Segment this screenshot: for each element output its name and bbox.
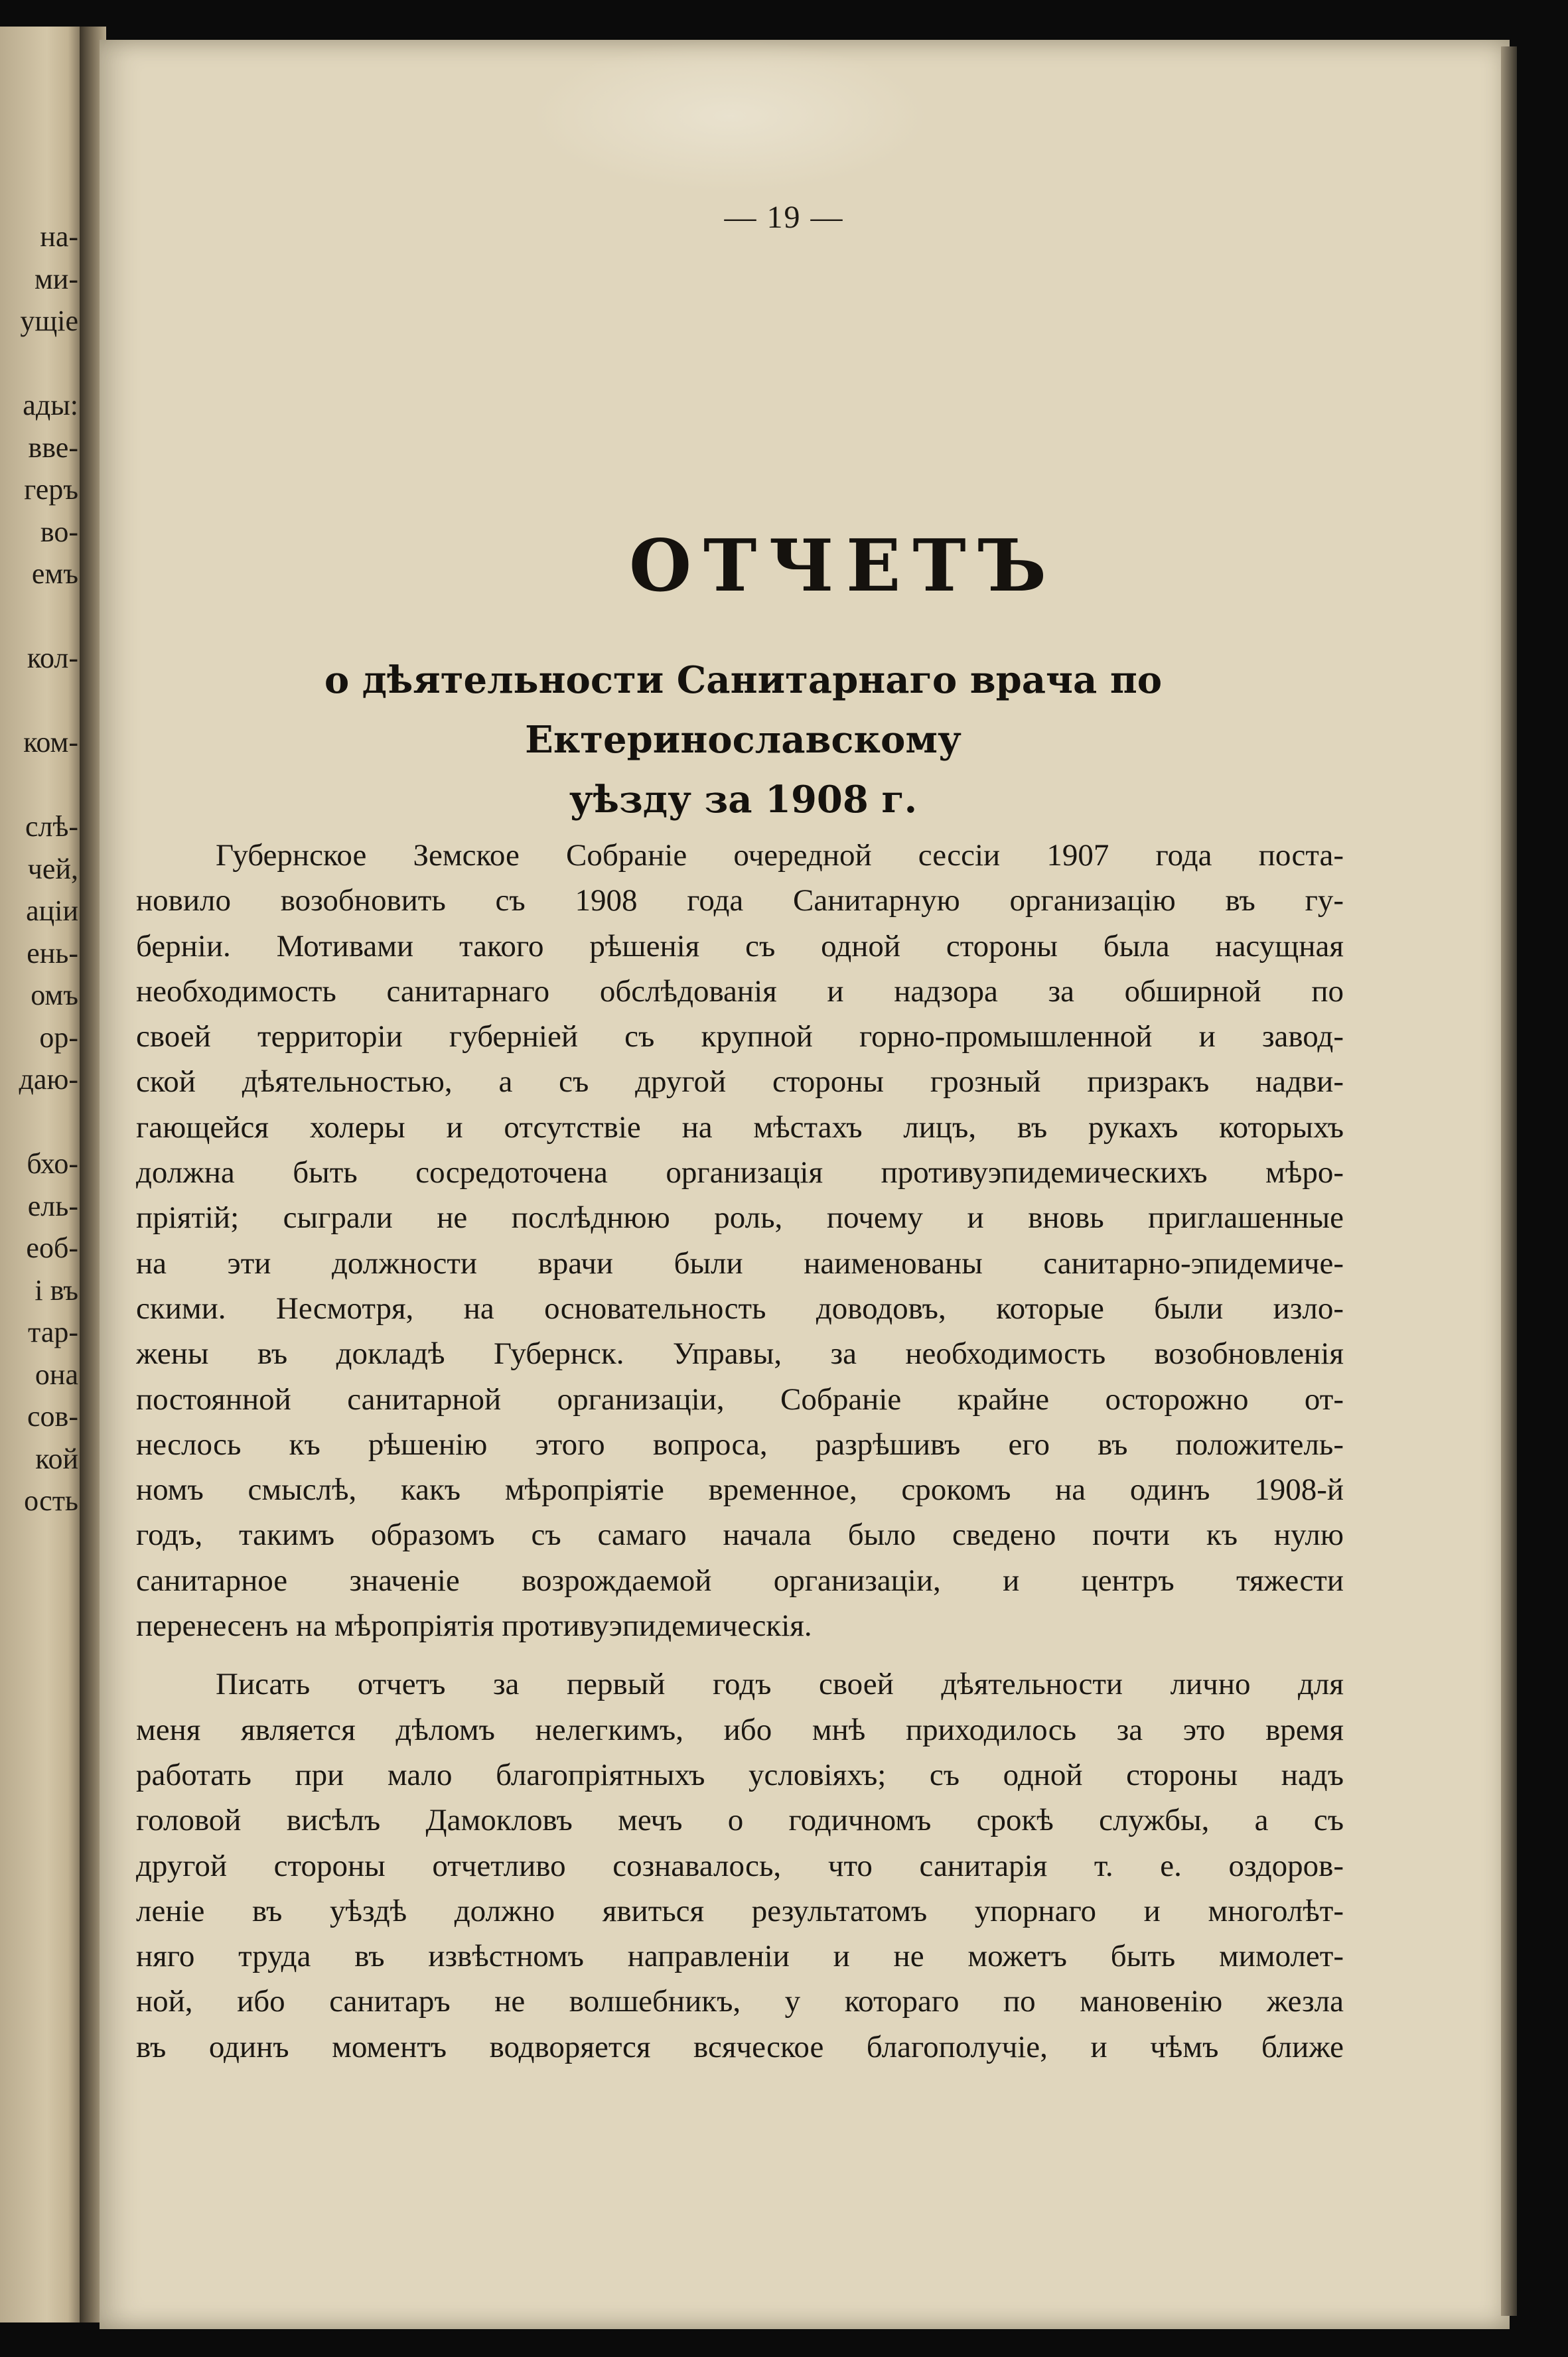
- text-line: ной, ибо санитаръ не волшебникъ, у котораго по мановенію жезла: [136, 1984, 1344, 2019]
- text-line: работать при мало благопріятныхъ условіяхъ; съ одной стороны надъ: [136, 1757, 1344, 1792]
- previous-page-fragment: аціи: [26, 894, 78, 927]
- text-line: берніи. Мотивами такого рѣшенія съ одной стороны была насущная: [136, 928, 1344, 964]
- previous-page-fragment: чей,: [27, 852, 78, 885]
- document-title: ОТЧЕТЪ: [628, 524, 1059, 608]
- previous-page-fragment: ком-: [23, 726, 78, 758]
- previous-page-fragment: омъ: [31, 979, 78, 1011]
- text-line: перенесенъ на мѣропріятія противуэпидемическія.: [136, 1608, 812, 1644]
- text-line: пріятій; сыграли не послѣднюю роль, почему и вновь приглашенные: [136, 1200, 1344, 1236]
- paper-stain: [531, 40, 929, 192]
- previous-page-fragment: ель-: [27, 1189, 78, 1222]
- text-line: меня является дѣломъ нелегкимъ, ибо мнѣ приходилось за это время: [136, 1712, 1344, 1747]
- previous-page-fragment: ень-: [27, 936, 78, 969]
- text-line: годъ, такимъ образомъ съ самаго начала было сведено почти къ нулю: [136, 1518, 1344, 1553]
- text-line: необходимость санитарнаго обслѣдованія и надзора за обширной по: [136, 973, 1344, 1009]
- text-line: няго труда въ извѣстномъ направленіи и не можетъ быть мимолет-: [136, 1939, 1344, 1974]
- previous-page-fragment: геръ: [24, 473, 78, 506]
- previous-page-fragment: кол-: [27, 642, 78, 674]
- previous-page-edge: [0, 27, 85, 2322]
- previous-page-fragment: даю-: [19, 1063, 78, 1096]
- text-line: номъ смыслѣ, какъ мѣропріятіе временное, срокомъ на одинъ 1908-й: [136, 1472, 1344, 1508]
- text-line: на эти должности врачи были наименованы санитарно-эпидемиче-: [136, 1246, 1344, 1281]
- previous-page-text-fragments: [0, 27, 81, 2322]
- previous-page-fragment: ущіе: [20, 305, 78, 337]
- previous-page-fragment: тар-: [28, 1316, 78, 1348]
- page-edge-shadow: [1501, 46, 1517, 2316]
- text-line: въ одинъ моментъ водворяется всяческое благополучіе, и чѣмъ ближе: [136, 2029, 1344, 2064]
- text-line: ской дѣятельностью, а съ другой стороны грозный призракъ надви-: [136, 1064, 1344, 1100]
- subtitle-line: о дѣятельности Санитарнаго врача по Ектеринославскому: [324, 658, 1163, 762]
- previous-page-fragment: во-: [40, 515, 78, 548]
- previous-page-fragment: она: [35, 1358, 78, 1391]
- body-text: [136, 833, 1344, 2070]
- text-line: скими. Несмотря, на основательность доводовъ, которые были изло-: [136, 1291, 1344, 1326]
- text-line: своей территоріи губерніей съ крупной горно-промышленной и завод-: [136, 1019, 1344, 1054]
- subtitle-line: уѣзду за 1908 г.: [569, 778, 918, 821]
- text-line: Губернское Земское Собраніе очередной сессіи 1907 года поста-: [216, 838, 1344, 873]
- text-line: должна быть сосредоточена организація противуэпидемическихъ мѣро-: [136, 1155, 1344, 1190]
- paragraph-2: [136, 1662, 1344, 2070]
- text-line: постоянной санитарной организаціи, Собраніе крайне осторожно от-: [136, 1382, 1344, 1417]
- text-line: санитарное значеніе возрождаемой организаціи, и центръ тяжести: [136, 1563, 1344, 1598]
- previous-page-fragment: на-: [40, 220, 78, 253]
- text-line: гающейся холеры и отсутствіе на мѣстахъ лицъ, въ рукахъ которыхъ: [136, 1109, 1344, 1145]
- previous-page-fragment: кой: [35, 1442, 78, 1475]
- previous-page-fragment: бхо-: [27, 1147, 78, 1180]
- previous-page-fragment: ми-: [34, 262, 78, 295]
- text-line: другой стороны отчетливо сознавалось, что санитарія т. е. оздоров-: [136, 1848, 1344, 1883]
- text-line: Писать отчетъ за первый годъ своей дѣятельности лично для: [216, 1667, 1344, 1702]
- previous-page-fragment: еоб-: [26, 1232, 78, 1264]
- previous-page-fragment: ор-: [39, 1021, 78, 1054]
- previous-page-fragment: і въ: [35, 1273, 78, 1307]
- text-line: жены въ докладѣ Губернск. Управы, за необходимость возобновленія: [136, 1336, 1344, 1372]
- text-line: неслось къ рѣшенію этого вопроса, разрѣшивъ его въ положитель-: [136, 1427, 1344, 1462]
- document-subtitle: [139, 650, 1347, 829]
- previous-page-fragment: слѣ-: [25, 810, 78, 843]
- paragraph-1: [136, 833, 1344, 1648]
- text-line: леніе въ уѣздѣ должно явиться результатомъ упорнаго и многолѣт-: [136, 1893, 1344, 1928]
- page-number: — 19 —: [724, 200, 844, 235]
- previous-page-fragment: ость: [24, 1484, 78, 1517]
- previous-page-fragment: вве-: [28, 431, 78, 464]
- previous-page-fragment: емъ: [31, 557, 78, 590]
- text-line: головой висѣлъ Дамокловъ мечъ о годичномъ срокѣ службы, а съ: [136, 1803, 1344, 1838]
- previous-page-fragment: сов-: [27, 1400, 78, 1433]
- previous-page-fragment: ады:: [23, 389, 78, 421]
- text-line: новило возобновить съ 1908 года Санитарную организацію въ гу-: [136, 883, 1344, 918]
